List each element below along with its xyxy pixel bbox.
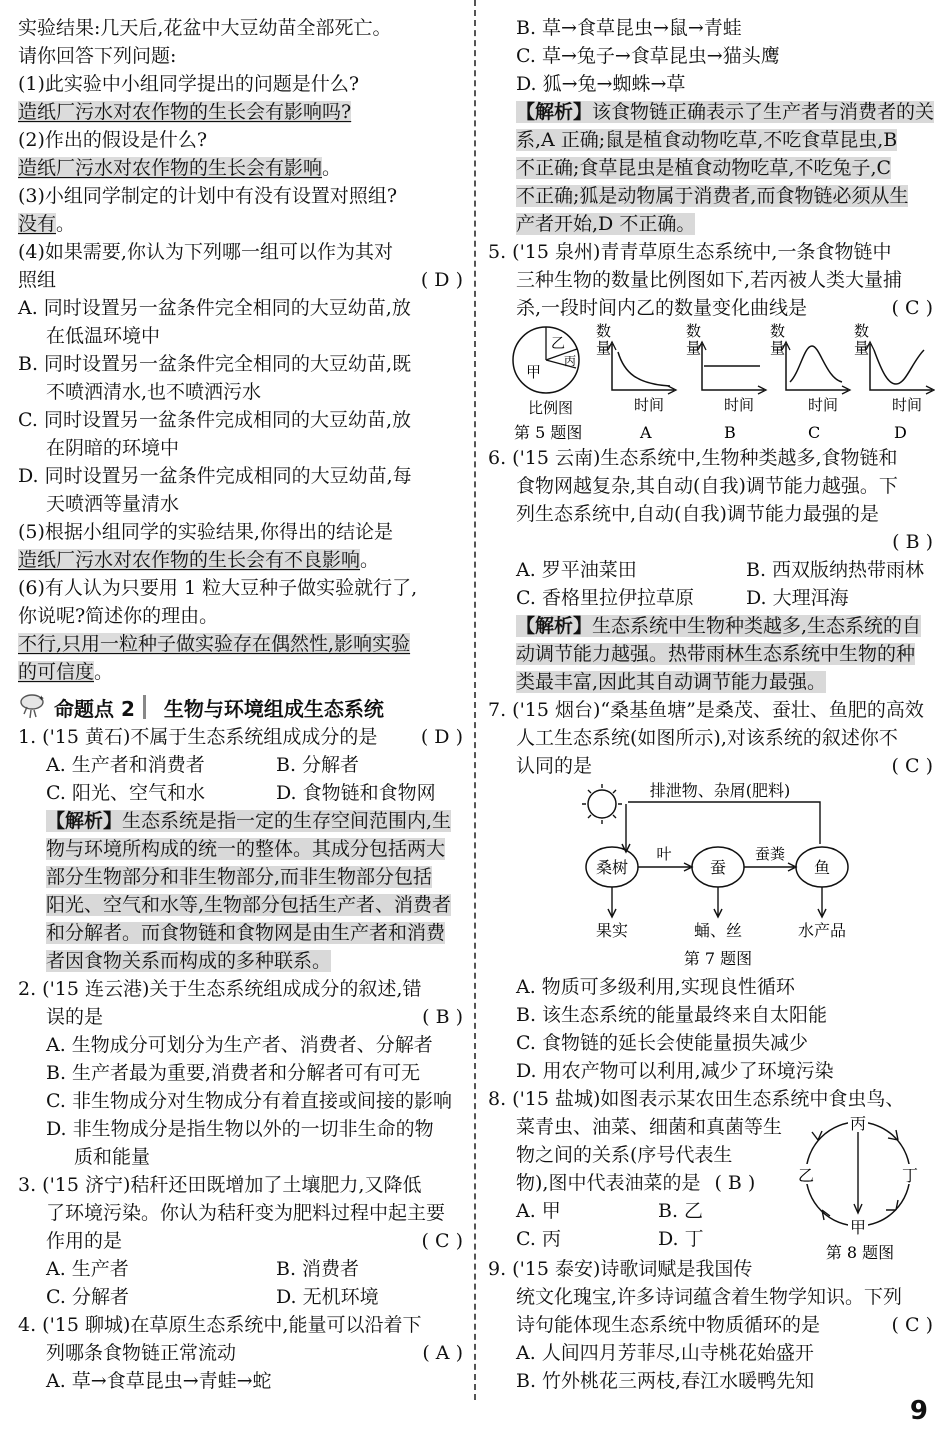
question-5-cont: 三种生物的数量比例图如下,若丙被人类大量捕 — [516, 269, 903, 291]
output-aquatic: 水产品 — [797, 921, 847, 940]
question-4: 4. ('15 聊城)在草原生态系统中,能量可以沿着下 — [18, 1314, 422, 1336]
option-label-d: D — [894, 423, 907, 442]
answer: 造纸厂污水对农作物的生长会有影响。 — [18, 157, 342, 179]
question-7: 7. ('15 烟台)“桑基鱼塘”是桑茂、蚕壮、鱼肥的高效 — [488, 699, 924, 721]
question-9-cont: 统文化瑰宝,许多诗词蕴含着生物学知识。下列 — [516, 1286, 903, 1308]
fertilizer-arrow — [628, 802, 820, 844]
option-c: C. 同时设置另一盆条件完成相同的大豆幼苗,放 — [18, 409, 411, 431]
pie-label-jia: 甲 — [526, 363, 542, 381]
output-silk: 蛹、丝 — [693, 921, 743, 940]
svg-text:数: 数 — [596, 322, 612, 340]
answer-choice: ( C ) — [891, 1314, 933, 1336]
arrow-down — [608, 887, 616, 917]
option-b: B. 草→食草昆虫→鼠→青蛙 — [516, 17, 742, 39]
column-divider — [474, 0, 476, 1400]
explanation: 者因食物关系而构成的多种联系。 — [46, 950, 332, 972]
answer-choice: ( C ) — [891, 755, 933, 777]
option-b: B. 分解者 — [276, 754, 360, 776]
node-jia: 甲 — [849, 1218, 867, 1237]
question-3-cont: 了环境污染。你认为秸秆变为肥料过程中起主要 — [46, 1202, 446, 1224]
answer-choice: ( A ) — [422, 1342, 463, 1364]
option-d: D. 丁 — [658, 1228, 704, 1250]
cycle-arrowhead — [886, 1200, 898, 1210]
option-a: A. 生物成分可划分为生产者、消费者、分解者 — [46, 1034, 433, 1056]
svg-text:数: 数 — [770, 322, 786, 340]
svg-text:数: 数 — [854, 322, 870, 340]
question: 你说呢?简述你的理由。 — [18, 605, 219, 627]
answer-choice: ( B ) — [714, 1172, 756, 1194]
question-8: 8. ('15 盐城)如图表示某农田生态系统中食虫鸟、 — [488, 1088, 905, 1110]
node-ding: 丁 — [901, 1166, 919, 1185]
figure-7 — [550, 782, 890, 972]
option-b: B. 消费者 — [276, 1258, 360, 1280]
figure-caption: 第 8 题图 — [825, 1243, 895, 1262]
pie-label-yi: 乙 — [551, 336, 565, 352]
option-d-cont: 天喷洒等量清水 — [46, 493, 180, 515]
option-b: B. 同时设置另一盆条件完全相同的大豆幼苗,既 — [18, 353, 412, 375]
answer-choice: ( C ) — [421, 1230, 463, 1252]
option-b: B. 乙 — [658, 1200, 704, 1222]
option-a: A. 生产者 — [46, 1258, 129, 1280]
question-5-cont: 杀,一段时间内乙的数量变化曲线是 ( C ) — [488, 295, 933, 322]
explanation: 部分生物部分和非生物部分,而非生物部分包括 — [46, 866, 433, 888]
explanation: 【解析】该食物链正确表示了生产者与消费者的关 — [516, 101, 935, 123]
question-5: 5. ('15 泉州)青青草原生态系统中,一条食物链中 — [488, 241, 892, 263]
svg-text:叶: 叶 — [656, 845, 672, 863]
explanation: 物与环境所构成的统一的整体。其成分包括两大 — [46, 838, 446, 860]
question-7-cont: 认同的是 ( C ) — [488, 753, 933, 780]
option-d: D. 大理洱海 — [746, 587, 849, 609]
question-7-cont: 人工生态系统(如图所示),对该系统的叙述你不 — [516, 727, 898, 749]
curve-d — [874, 350, 924, 384]
question: (5)根据小组同学的实验结果,你得出的结论是 — [18, 521, 393, 543]
question-6: 6. ('15 云南)生态系统中,生物种类越多,食物链和 — [488, 447, 898, 469]
question: (2)作出的假设是什么? — [18, 129, 208, 151]
option-a: A. 人间四月芳菲尽,山寺桃花始盛开 — [516, 1342, 814, 1364]
option-d: D. 用农产物可以利用,减少了环境污染 — [516, 1060, 834, 1082]
option-a: A. 甲 — [516, 1200, 561, 1222]
pie-chart — [513, 327, 579, 417]
curve-a — [618, 352, 670, 386]
svg-text:量: 量 — [686, 339, 702, 357]
svg-text:✦: ✦ — [38, 694, 45, 703]
question: (1)此实验中小组同学提出的问题是什么? — [18, 73, 360, 95]
explanation: 系,A 正确;鼠是植食动物吃草,不吃食草昆虫,B — [516, 129, 898, 151]
topic-header — [18, 690, 384, 724]
explanation: 动调节能力越强。热带雨林生态系统中生物的种 — [516, 643, 916, 665]
node-yi: 乙 — [797, 1166, 815, 1185]
question-1: 1. ('15 黄石)不属于生态系统组成成分的是 ( D ) — [18, 724, 463, 751]
option-label-b: B — [724, 423, 736, 442]
figure-caption: 第 5 题图 — [514, 423, 583, 442]
option-d-cont: 质和能量 — [74, 1146, 151, 1168]
answer: 不行,只用一粒种子做实验存在偶然性,影响实验 — [18, 633, 411, 655]
pie-caption: 比例图 — [528, 399, 574, 417]
figure-5 — [510, 322, 935, 444]
explanation: 阳光、空气和水等,生物部分包括生产者、消费者 — [46, 894, 452, 916]
graph-b — [686, 322, 766, 414]
question-9-cont: 诗句能体现生态系统中物质循环的是 ( C ) — [488, 1312, 933, 1339]
node-bing: 丙 — [849, 1114, 867, 1133]
graph-c — [770, 322, 850, 414]
option-c-cont: 在阴暗的环境中 — [46, 437, 180, 459]
answer: 造纸厂污水对农作物的生长会有不良影响。 — [18, 549, 380, 571]
explanation: 不正确;食草昆虫是植食动物吃草,不吃兔子,C — [516, 157, 892, 179]
option-d: D. 无机环境 — [276, 1286, 379, 1308]
option-d: D. 非生物成分是指生物以外的一切非生命的物 — [46, 1118, 434, 1140]
option-label-a: A — [640, 423, 652, 442]
text-line: 实验结果:几天后,花盆中大豆幼苗全部死亡。 — [18, 17, 392, 39]
topic-badge: 命题点 2 — [54, 696, 135, 721]
option-a: A. 生产者和消费者 — [46, 754, 205, 776]
option-a: A. 同时设置另一盆条件完全相同的大豆幼苗,放 — [18, 297, 411, 319]
svg-text:蚕: 蚕 — [709, 858, 727, 877]
axes — [612, 344, 674, 390]
option-b: B. 生产者最为重要,消费者和分解者可有可无 — [46, 1062, 421, 1084]
answer-choice: ( B ) — [422, 1006, 463, 1028]
option-d: D. 食物链和食物网 — [276, 782, 436, 804]
option-b: B. 竹外桃花三两枝,春江水暖鸭先知 — [516, 1370, 815, 1392]
question: (3)小组同学制定的计划中有没有设置对照组? — [18, 185, 398, 207]
page-number: 9 — [909, 1396, 928, 1426]
option-b: B. 该生态系统的能量最终来自太阳能 — [516, 1004, 828, 1026]
question-8-cont: 菜青虫、油菜、细菌和真菌等生 — [516, 1116, 783, 1138]
axes — [702, 344, 764, 390]
pie-label-bing: 丙 — [564, 354, 577, 368]
option-a: A. 物质可多级利用,实现良性循环 — [516, 976, 795, 998]
explanation: 产者开始,D 不正确。 — [516, 213, 696, 235]
output-fruit: 果实 — [595, 921, 629, 940]
answer-choice: ( C ) — [891, 297, 933, 319]
topic-separator — [143, 695, 146, 719]
svg-text:蚕粪: 蚕粪 — [754, 845, 786, 863]
answer-choice: ( D ) — [420, 269, 463, 291]
question-4-cont: 列哪条食物链正常流动 ( A ) — [18, 1340, 463, 1367]
explanation: 【解析】生态系统中生物种类越多,生态系统的自 — [516, 615, 922, 637]
option-d: D. 同时设置另一盆条件完成相同的大豆幼苗,每 — [18, 465, 412, 487]
question: (6)有人认为只要用 1 粒大豆种子做实验就行了, — [18, 577, 418, 599]
option-a-cont: 在低温环境中 — [46, 325, 161, 347]
answer: 的可信度。 — [18, 661, 114, 683]
question-2-cont: 误的是 ( B ) — [18, 1004, 463, 1031]
axis-arrows — [698, 342, 766, 394]
option-c: C. 草→兔子→食草昆虫→猫头鹰 — [516, 45, 780, 67]
svg-text:鱼: 鱼 — [813, 858, 831, 877]
answer: 造纸厂污水对农作物的生长会有影响吗? — [18, 101, 352, 123]
figure-caption: 第 7 题图 — [683, 949, 753, 968]
question: 照组 ( D ) — [18, 267, 463, 294]
arrow-feces — [744, 863, 796, 871]
explanation: 不正确;狐是动物属于消费者,而食物链必须从生 — [516, 185, 909, 207]
graph-d — [854, 322, 934, 414]
explanation: 【解析】生态系统是指一定的生存空间范围内,生 — [46, 810, 452, 832]
curve-c — [790, 346, 842, 382]
sun-icon — [582, 784, 622, 824]
option-c: C. 香格里拉伊拉草原 — [516, 587, 694, 609]
option-c: C. 非生物成分对生物成分有着直接或间接的影响 — [46, 1090, 452, 1112]
question-8-cont: 物之间的关系(序号代表生 — [516, 1144, 733, 1166]
question-2: 2. ('15 连云港)关于生态系统组成成分的叙述,错 — [18, 978, 422, 1000]
option-c: C. 食物链的延长会使能量损失减少 — [516, 1032, 808, 1054]
explanation: 和分解者。而食物链和食物网是由生产者和消费 — [46, 922, 446, 944]
question-9: 9. ('15 泰安)诗歌词赋是我国传 — [488, 1258, 753, 1280]
question-3: 3. ('15 济宁)秸秆还田既增加了土壤肥力,又降低 — [18, 1174, 422, 1196]
answer-line — [488, 529, 933, 556]
graph-a — [596, 322, 676, 414]
svg-text:量: 量 — [770, 339, 786, 357]
figure-8 — [788, 1104, 933, 1264]
question-6-cont: 列生态系统中,自动(自我)调节能力最强的是 — [516, 503, 879, 525]
answer: 没有。 — [18, 213, 76, 235]
option-c: C. 分解者 — [46, 1286, 129, 1308]
svg-text:时间: 时间 — [634, 396, 665, 414]
option-a: A. 罗平油菜田 — [516, 559, 637, 581]
answer-choice: ( B ) — [892, 531, 933, 553]
question-8-cont: 物),图中代表油菜的是 ( B ) — [516, 1172, 756, 1194]
svg-text:量: 量 — [596, 339, 612, 357]
explanation: 类最丰富,因此其自动调节能力最强。 — [516, 671, 827, 693]
question: (4)如果需要,你认为下列哪一组可以作为其对 — [18, 241, 393, 263]
answer-choice: ( D ) — [420, 726, 463, 748]
text-line: 请你回答下列问题: — [18, 45, 177, 67]
svg-text:数: 数 — [686, 322, 702, 340]
svg-text:量: 量 — [854, 339, 870, 357]
svg-text:时间: 时间 — [724, 396, 755, 414]
option-label-c: C — [808, 423, 821, 442]
option-b: B. 西双版纳热带雨林 — [746, 559, 925, 581]
svg-text:桑树: 桑树 — [595, 858, 629, 877]
label-fertilizer: 排泄物、杂屑(肥料) — [649, 782, 791, 800]
option-d: D. 狐→兔→蜘蛛→草 — [516, 73, 686, 95]
option-c: C. 丙 — [516, 1228, 561, 1250]
sparkle-icon — [18, 692, 48, 722]
option-c: C. 阳光、空气和水 — [46, 782, 205, 804]
question-6-cont: 食物网越复杂,其自动(自我)调节能力越强。下 — [516, 475, 898, 497]
option-b-cont: 不喷洒清水,也不喷洒污水 — [46, 381, 262, 403]
svg-text:时间: 时间 — [892, 396, 923, 414]
topic-title: 生物与环境组成生态系统 — [163, 696, 384, 721]
arrow-down — [714, 887, 722, 917]
option-a: A. 草→食草昆虫→青蛙→蛇 — [46, 1370, 272, 1392]
question-3-cont: 作用的是 ( C ) — [18, 1228, 463, 1255]
arrow-leaf — [638, 863, 692, 871]
svg-text:时间: 时间 — [808, 396, 839, 414]
arrow-down — [818, 887, 826, 917]
